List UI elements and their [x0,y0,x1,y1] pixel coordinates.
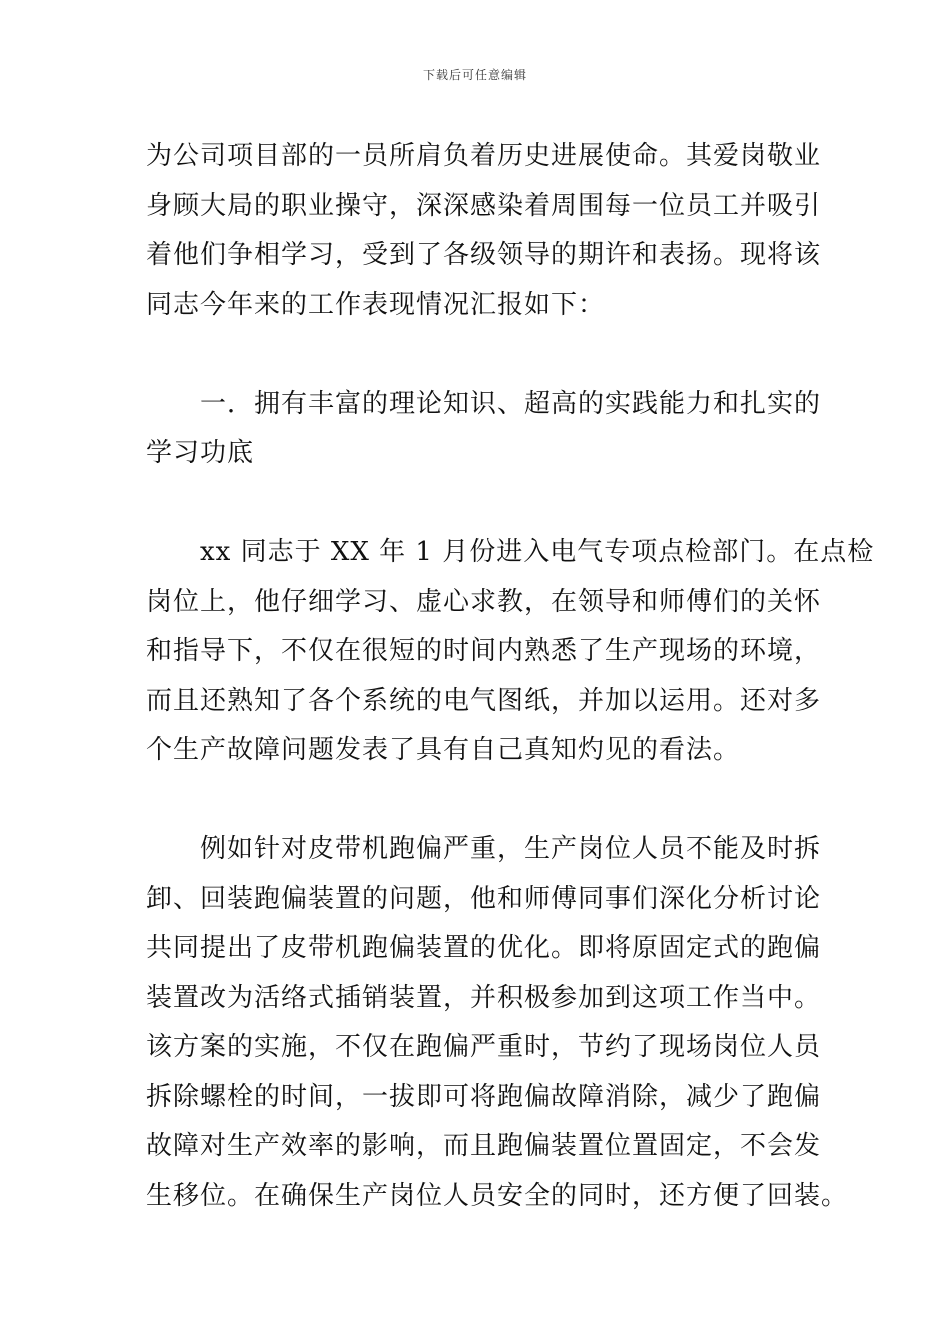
section-heading-1 [146,380,822,479]
text-line: 为公司项目部的一员所肩负着历史进展使命。其爱岗敬业 [146,141,822,171]
text-line: 例如针对皮带机跑偏严重，生产岗位人员不能及时拆 [200,834,822,864]
text-line: 卸、回装跑偏装置的问题，他和师傅同事们深化分析讨论 [146,883,822,914]
text-line: 生移位。在确保生产岗位人员安全的同时，还方便了回装。 [146,1180,849,1211]
text-line: 着他们争相学习，受到了各级领导的期许和表扬。现将该 [146,240,822,270]
page-header-note: 下载后可任意编辑 [422,68,527,82]
text-line: 岗位上，他仔细学习、虚心求教，在领导和师傅们的关怀 [146,586,822,617]
heading-line: 一．拥有丰富的理论知识、超高的实践能力和扎实的 [200,388,822,419]
text-line: 故障对生产效率的影响，而且跑偏装置位置固定，不会发 [146,1131,822,1161]
paragraph-spacer [146,776,808,826]
text-line: 同志今年来的工作表现情况汇报如下： [146,289,606,320]
text-line: 身顾大局的职业操守，深深感染着周围每一位员工并吸引 [146,190,822,221]
paragraph-spacer [146,479,808,529]
paragraph-work-start [146,528,875,776]
text-line: 拆除螺栓的时间，一拔即可将跑偏故障消除，减少了跑偏 [146,1081,822,1112]
text-line: 而且还熟知了各个系统的电气图纸，并加以运用。还对多 [146,685,822,716]
paragraph-intro [146,132,822,330]
text-line: 和指导下，不仅在很短的时间内熟悉了生产现场的环境， [146,636,822,666]
text-line: 共同提出了皮带机跑偏装置的优化。即将原固定式的跑偏 [146,933,822,963]
paragraph-spacer [146,330,808,380]
heading-line: 学习功底 [146,438,255,468]
paragraph-example [146,825,849,1221]
text-line: 个生产故障问题发表了具有自己真知灼见的看法。 [146,735,741,765]
document-body [146,132,875,1221]
text-line: 装置改为活络式插销装置，并积极参加到这项工作当中。 [146,982,822,1013]
text-line: xx 同志于 XX 年 1 月份进入电气专项点检部门。在点检 [200,537,875,567]
text-line: 该方案的实施，不仅在跑偏严重时，节约了现场岗位人员 [146,1032,822,1062]
